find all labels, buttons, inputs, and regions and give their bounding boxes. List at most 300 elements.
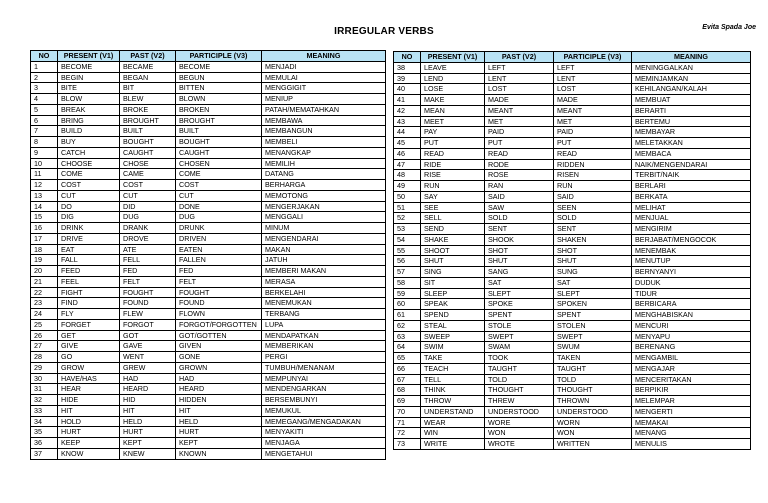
cell-participle: PAID [554,127,632,138]
cell-present: FORGET [58,319,120,330]
table-row [394,191,751,202]
table-row [31,448,386,459]
cell-present: BEGIN [58,72,120,83]
cell-past: DROVE [120,233,176,244]
table-row [31,83,386,94]
cell-no: 10 [31,158,58,169]
cell-participle: FORGOT/FORGOTTEN [176,319,262,330]
cell-meaning: MENJAGA [262,438,386,449]
cell-meaning: MEMUKUL [262,405,386,416]
cell-participle: DRIVEN [176,233,262,244]
cell-meaning: PERGI [262,352,386,363]
cell-meaning: MEMINJAMKAN [632,73,751,84]
cell-meaning: MENYAKITI [262,427,386,438]
cell-participle: MEANT [554,105,632,116]
cell-past: UNDERSTOOD [485,406,554,417]
cell-no: 11 [31,169,58,180]
table-row [394,353,751,364]
cell-present: BECOME [58,61,120,72]
table-row [31,384,386,395]
cell-no: 34 [31,416,58,427]
cell-participle: SWEPT [554,331,632,342]
cell-past: FOUND [120,298,176,309]
cell-present: HAVE/HAS [58,373,120,384]
cell-participle: KEPT [176,438,262,449]
cell-no: 24 [31,309,58,320]
cell-meaning: MENDAPATKAN [262,330,386,341]
cell-past: STOLE [485,320,554,331]
cell-past: HEARD [120,384,176,395]
table-row [394,234,751,245]
cell-no: 58 [394,277,421,288]
cell-participle: FED [176,266,262,277]
cell-no: 13 [31,190,58,201]
cell-participle: BEGUN [176,72,262,83]
cell-meaning: BERKATA [632,191,751,202]
cell-no: 30 [31,373,58,384]
cell-participle: FOUND [176,298,262,309]
cell-present: LEAVE [421,62,485,73]
cell-past: RODE [485,159,554,170]
cell-participle: SHUT [554,256,632,267]
cell-meaning: MENJADI [262,61,386,72]
cell-present: THROW [421,396,485,407]
table-row [394,116,751,127]
cell-participle: DRUNK [176,223,262,234]
cell-present: THINK [421,385,485,396]
cell-participle: BECOME [176,61,262,72]
cell-no: 56 [394,256,421,267]
cell-past: HAD [120,373,176,384]
cell-meaning: MENGENDARAI [262,233,386,244]
cell-present: GROW [58,362,120,373]
cell-present: COME [58,169,120,180]
cell-meaning: MEMBELI [262,137,386,148]
table-row [31,416,386,427]
table-row [394,170,751,181]
cell-present: PAY [421,127,485,138]
cell-participle: UNDERSTOOD [554,406,632,417]
table-row [394,267,751,278]
cell-no: 69 [394,396,421,407]
table-row [31,330,386,341]
table-row [394,310,751,321]
table-row [394,406,751,417]
cell-participle: SEEN [554,202,632,213]
cell-present: DO [58,201,120,212]
cell-no: 33 [31,405,58,416]
cell-participle: SAID [554,191,632,202]
cell-no: 4 [31,94,58,105]
cell-past: LENT [485,73,554,84]
cell-participle: BUILT [176,126,262,137]
cell-meaning: MEMOTONG [262,190,386,201]
cell-meaning: MENANG [632,428,751,439]
cell-meaning: BERJABAT/MENGOCOK [632,234,751,245]
cell-no: 52 [394,213,421,224]
cell-present: SPEND [421,310,485,321]
cell-participle: SHOT [554,245,632,256]
cell-present: SPEAK [421,299,485,310]
cell-participle: BROKEN [176,104,262,115]
table-row [394,159,751,170]
cell-present: EAT [58,244,120,255]
table-row [394,213,751,224]
table-row [31,405,386,416]
cell-participle: SPENT [554,310,632,321]
cell-meaning: MEMBANGUN [262,126,386,137]
table-row [31,298,386,309]
cell-no: 36 [31,438,58,449]
cell-no: 15 [31,212,58,223]
table-row [31,72,386,83]
table-row [31,373,386,384]
cell-past: COST [120,180,176,191]
cell-participle: RIDDEN [554,159,632,170]
cell-no: 54 [394,234,421,245]
cell-meaning: MENGGALI [262,212,386,223]
table-row [31,223,386,234]
cell-meaning: TERBANG [262,309,386,320]
cell-meaning: MELETAKKAN [632,138,751,149]
cell-past: KNEW [120,448,176,459]
cell-no: 45 [394,138,421,149]
cell-past: TAUGHT [485,363,554,374]
cell-meaning: BERBICARA [632,299,751,310]
cell-no: 3 [31,83,58,94]
table-row [394,245,751,256]
cell-present: MEET [421,116,485,127]
header-present: PRESENT (V1) [58,51,120,62]
cell-meaning: DUDUK [632,277,751,288]
cell-past: SHOT [485,245,554,256]
cell-past: CAUGHT [120,147,176,158]
table-row [394,363,751,374]
cell-participle: TAUGHT [554,363,632,374]
cell-participle: THROWN [554,396,632,407]
cell-participle: KNOWN [176,448,262,459]
header-present: PRESENT (V1) [421,52,485,63]
cell-participle: DUG [176,212,262,223]
cell-past: BLEW [120,94,176,105]
cell-present: HEAR [58,384,120,395]
table-row [394,105,751,116]
cell-no: 28 [31,352,58,363]
cell-past: SPENT [485,310,554,321]
cell-participle: BLOWN [176,94,262,105]
table-row [31,147,386,158]
table-row [394,148,751,159]
table-row [31,137,386,148]
cell-no: 7 [31,126,58,137]
cell-participle: MET [554,116,632,127]
cell-meaning: BERSEMBUNYI [262,395,386,406]
cell-present: HURT [58,427,120,438]
cell-past: BEGAN [120,72,176,83]
cell-past: CHOSE [120,158,176,169]
cell-present: HOLD [58,416,120,427]
cell-present: DIG [58,212,120,223]
cell-present: BITE [58,83,120,94]
table-row [394,439,751,450]
header-participle: PARTICIPLE (V3) [554,52,632,63]
cell-past: WROTE [485,439,554,450]
cell-past: SPOKE [485,299,554,310]
table-row [394,277,751,288]
table-row [31,309,386,320]
cell-no: 64 [394,342,421,353]
cell-no: 32 [31,395,58,406]
cell-past: BECAME [120,61,176,72]
cell-no: 57 [394,267,421,278]
cell-present: FALL [58,255,120,266]
cell-past: BROKE [120,104,176,115]
cell-present: FLY [58,309,120,320]
cell-participle: BROUGHT [176,115,262,126]
cell-past: READ [485,148,554,159]
cell-no: 37 [31,448,58,459]
cell-present: BREAK [58,104,120,115]
cell-participle: WORN [554,417,632,428]
cell-participle: DONE [176,201,262,212]
table-row [31,180,386,191]
cell-meaning: MENULIS [632,439,751,450]
cell-meaning: MEMBUAT [632,95,751,106]
cell-participle: HURT [176,427,262,438]
cell-meaning: NAIK/MENGENDARAI [632,159,751,170]
cell-present: SHOOT [421,245,485,256]
cell-participle: SWUM [554,342,632,353]
cell-past: SLEPT [485,288,554,299]
table-row [31,255,386,266]
cell-participle: HEARD [176,384,262,395]
cell-present: BUY [58,137,120,148]
cell-present: LEND [421,73,485,84]
table-row [394,127,751,138]
cell-meaning: BERTEMU [632,116,751,127]
cell-meaning: MAKAN [262,244,386,255]
table-row [31,212,386,223]
cell-present: DRIVE [58,233,120,244]
cell-participle: TOLD [554,374,632,385]
cell-no: 9 [31,147,58,158]
table-row [394,73,751,84]
table-row [31,319,386,330]
cell-participle: STOLEN [554,320,632,331]
cell-participle: FELT [176,276,262,287]
table-row [31,438,386,449]
table-row [31,201,386,212]
cell-present: WIN [421,428,485,439]
header-past: PAST (V2) [485,52,554,63]
cell-meaning: MEMPUNYAI [262,373,386,384]
cell-no: 27 [31,341,58,352]
cell-past: FELL [120,255,176,266]
cell-no: 41 [394,95,421,106]
cell-present: CUT [58,190,120,201]
cell-present: TAKE [421,353,485,364]
cell-participle: THOUGHT [554,385,632,396]
cell-participle: SOLD [554,213,632,224]
cell-no: 72 [394,428,421,439]
cell-no: 62 [394,320,421,331]
verbs-table-left [30,50,386,460]
table-row [31,266,386,277]
table-row [394,331,751,342]
cell-past: HIT [120,405,176,416]
cell-present: FEEL [58,276,120,287]
cell-participle: HIDDEN [176,395,262,406]
cell-past: TOLD [485,374,554,385]
cell-meaning: MENINGGALKAN [632,62,751,73]
cell-participle: HAD [176,373,262,384]
table-row [31,115,386,126]
table-row [394,396,751,407]
cell-meaning: MEMBAYAR [632,127,751,138]
cell-meaning: MENGHABISKAN [632,310,751,321]
table-row [31,61,386,72]
cell-no: 42 [394,105,421,116]
cell-participle: SPOKEN [554,299,632,310]
cell-present: PUT [421,138,485,149]
cell-past: FOUGHT [120,287,176,298]
cell-past: DRANK [120,223,176,234]
cell-no: 44 [394,127,421,138]
cell-present: SEND [421,224,485,235]
cell-no: 2 [31,72,58,83]
cell-participle: GONE [176,352,262,363]
cell-present: SLEEP [421,288,485,299]
table-row [394,224,751,235]
cell-past: BOUGHT [120,137,176,148]
cell-no: 31 [31,384,58,395]
table-row [31,158,386,169]
cell-participle: HELD [176,416,262,427]
cell-present: RIDE [421,159,485,170]
cell-participle: SENT [554,224,632,235]
cell-meaning: TIDUR [632,288,751,299]
cell-participle: GIVEN [176,341,262,352]
table-row [31,352,386,363]
cell-past: WON [485,428,554,439]
table-header-row [394,52,751,63]
cell-participle: RUN [554,181,632,192]
cell-meaning: PATAH/MEMATAHKAN [262,104,386,115]
cell-past: FELT [120,276,176,287]
cell-past: GAVE [120,341,176,352]
cell-no: 61 [394,310,421,321]
cell-present: TEACH [421,363,485,374]
cell-present: DRINK [58,223,120,234]
cell-meaning: MEMBERI MAKAN [262,266,386,277]
cell-no: 65 [394,353,421,364]
cell-present: BRING [58,115,120,126]
cell-no: 21 [31,276,58,287]
cell-present: GIVE [58,341,120,352]
cell-past: FLEW [120,309,176,320]
cell-participle: BITTEN [176,83,262,94]
table-row [394,428,751,439]
cell-no: 20 [31,266,58,277]
cell-participle: WON [554,428,632,439]
cell-present: WEAR [421,417,485,428]
cell-meaning: MEMBAWA [262,115,386,126]
cell-present: RISE [421,170,485,181]
cell-past: SENT [485,224,554,235]
table-row [31,190,386,201]
cell-meaning: BERNYANYI [632,267,751,278]
cell-past: BUILT [120,126,176,137]
cell-meaning: MEMBERIKAN [262,341,386,352]
verbs-table-right [393,51,751,450]
cell-past: BROUGHT [120,115,176,126]
cell-no: 60 [394,299,421,310]
cell-past: FORGOT [120,319,176,330]
cell-present: FIGHT [58,287,120,298]
cell-no: 66 [394,363,421,374]
cell-no: 46 [394,148,421,159]
cell-past: SHUT [485,256,554,267]
cell-past: WORE [485,417,554,428]
cell-meaning: MENGETAHUI [262,448,386,459]
table-row [31,104,386,115]
cell-participle: COME [176,169,262,180]
cell-participle: FLOWN [176,309,262,320]
cell-no: 16 [31,223,58,234]
cell-present: HIDE [58,395,120,406]
cell-present: KNOW [58,448,120,459]
cell-past: RAN [485,181,554,192]
cell-no: 29 [31,362,58,373]
cell-meaning: MENGIRIM [632,224,751,235]
table-row [31,276,386,287]
cell-present: BLOW [58,94,120,105]
table-row [31,341,386,352]
cell-meaning: MEMILIH [262,158,386,169]
cell-past: KEPT [120,438,176,449]
cell-present: BUILD [58,126,120,137]
cell-no: 67 [394,374,421,385]
cell-past: SHOOK [485,234,554,245]
cell-meaning: LUPA [262,319,386,330]
cell-present: UNDERSTAND [421,406,485,417]
cell-present: WRITE [421,439,485,450]
cell-past: GOT [120,330,176,341]
cell-participle: GROWN [176,362,262,373]
cell-meaning: MENGGIGIT [262,83,386,94]
cell-past: CUT [120,190,176,201]
cell-present: TELL [421,374,485,385]
table-row [31,427,386,438]
cell-present: SHUT [421,256,485,267]
cell-no: 5 [31,104,58,115]
cell-participle: SLEPT [554,288,632,299]
cell-present: COST [58,180,120,191]
table-row [31,126,386,137]
cell-participle: FOUGHT [176,287,262,298]
cell-present: GO [58,352,120,363]
cell-past: PUT [485,138,554,149]
cell-meaning: MENUTUP [632,256,751,267]
cell-meaning: MENANGKAP [262,147,386,158]
cell-participle: LENT [554,73,632,84]
table-row [31,233,386,244]
cell-past: THOUGHT [485,385,554,396]
cell-present: STEAL [421,320,485,331]
cell-present: KEEP [58,438,120,449]
cell-present: SING [421,267,485,278]
table-row [394,202,751,213]
